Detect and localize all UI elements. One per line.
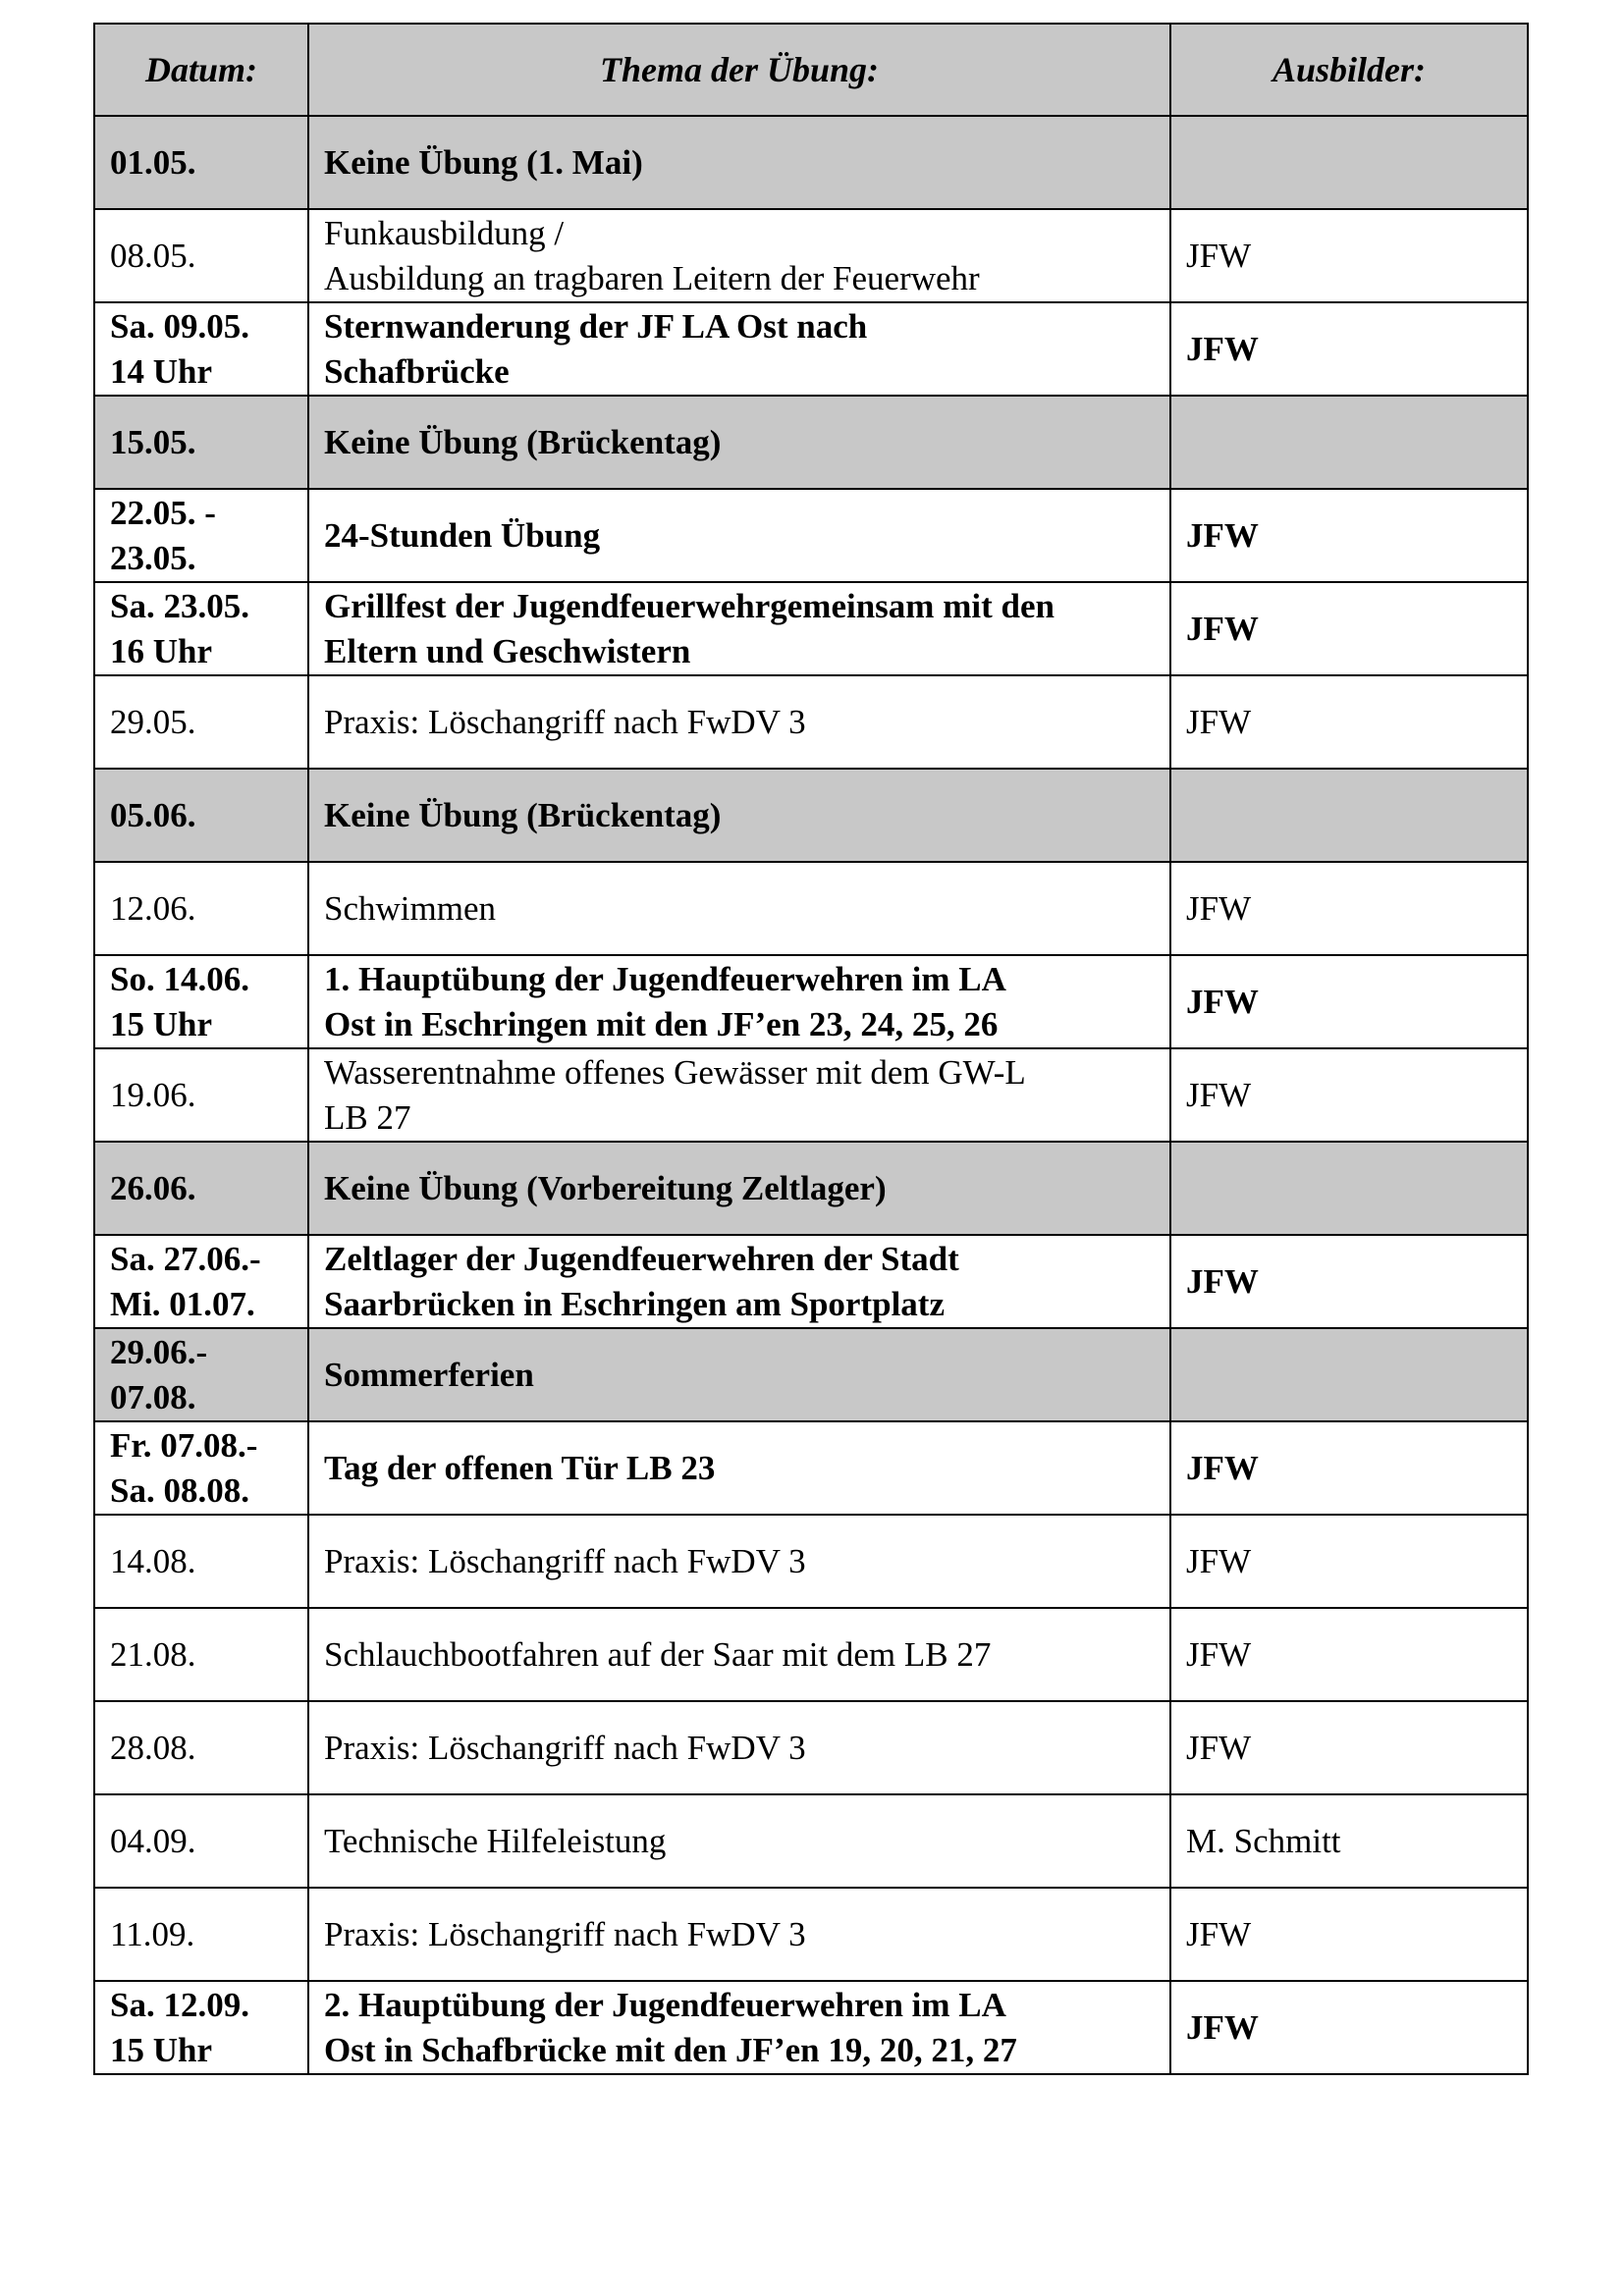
cell-topic: Keine Übung (Brückentag)	[308, 769, 1170, 862]
cell-date: Sa. 09.05. 14 Uhr	[94, 302, 308, 396]
cell-instructor: JFW	[1170, 209, 1528, 302]
cell-date: 29.06.- 07.08.	[94, 1328, 308, 1421]
cell-date: Sa. 12.09. 15 Uhr	[94, 1981, 308, 2074]
cell-instructor: JFW	[1170, 1048, 1528, 1142]
table-row	[94, 396, 1528, 489]
cell-topic: Keine Übung (Brückentag)	[308, 396, 1170, 489]
cell-topic: 24-Stunden Übung	[308, 489, 1170, 582]
cell-instructor: JFW	[1170, 675, 1528, 769]
cell-instructor	[1170, 1142, 1528, 1235]
table-row	[94, 769, 1528, 862]
cell-topic: Sommerferien	[308, 1328, 1170, 1421]
table-row	[94, 1048, 1528, 1142]
cell-date: 21.08.	[94, 1608, 308, 1701]
cell-topic: Keine Übung (Vorbereitung Zeltlager)	[308, 1142, 1170, 1235]
cell-topic: Wasserentnahme offenes Gewässer mit dem GW-L LB 27	[308, 1048, 1170, 1142]
cell-instructor: JFW	[1170, 1981, 1528, 2074]
cell-date: 19.06.	[94, 1048, 308, 1142]
table-row	[94, 1421, 1528, 1515]
table-row	[94, 1608, 1528, 1701]
header-date: Datum:	[94, 24, 308, 116]
cell-date: Sa. 23.05. 16 Uhr	[94, 582, 308, 675]
cell-topic: Funkausbildung / Ausbildung an tragbaren Leitern der Feuerwehr	[308, 209, 1170, 302]
cell-instructor	[1170, 116, 1528, 209]
table-row	[94, 209, 1528, 302]
header-instructor: Ausbilder:	[1170, 24, 1528, 116]
cell-topic: Schwimmen	[308, 862, 1170, 955]
cell-topic: Praxis: Löschangriff nach FwDV 3	[308, 675, 1170, 769]
cell-date: 29.05.	[94, 675, 308, 769]
header-row	[94, 24, 1528, 116]
header-topic: Thema der Übung:	[308, 24, 1170, 116]
cell-date: 26.06.	[94, 1142, 308, 1235]
table-row	[94, 1515, 1528, 1608]
cell-topic: Praxis: Löschangriff nach FwDV 3	[308, 1701, 1170, 1794]
cell-date: 11.09.	[94, 1888, 308, 1981]
cell-topic: 2. Hauptübung der Jugendfeuerwehren im LA Ost in Schafbrücke mit den JF’en 19, 20, 21, 27	[308, 1981, 1170, 2074]
cell-date: 12.06.	[94, 862, 308, 955]
cell-topic: Praxis: Löschangriff nach FwDV 3	[308, 1515, 1170, 1608]
cell-date: 05.06.	[94, 769, 308, 862]
cell-date: 14.08.	[94, 1515, 308, 1608]
cell-instructor	[1170, 769, 1528, 862]
table-body	[94, 116, 1528, 2074]
cell-topic: Grillfest der Jugendfeuerwehrgemeinsam mit den Eltern und Geschwistern	[308, 582, 1170, 675]
cell-topic: 1. Hauptübung der Jugendfeuerwehren im LA Ost in Eschringen mit den JF’en 23, 24, 25, 26	[308, 955, 1170, 1048]
table-row	[94, 1981, 1528, 2074]
cell-instructor: JFW	[1170, 1888, 1528, 1981]
cell-date: 01.05.	[94, 116, 308, 209]
table-row	[94, 116, 1528, 209]
cell-instructor: JFW	[1170, 1235, 1528, 1328]
cell-date: 28.08.	[94, 1701, 308, 1794]
cell-date: 15.05.	[94, 396, 308, 489]
table-row	[94, 955, 1528, 1048]
cell-instructor: M. Schmitt	[1170, 1794, 1528, 1888]
cell-topic: Technische Hilfeleistung	[308, 1794, 1170, 1888]
cell-instructor: JFW	[1170, 582, 1528, 675]
table-header	[94, 24, 1528, 116]
training-schedule-table	[93, 23, 1529, 2075]
table-row	[94, 302, 1528, 396]
cell-topic: Schlauchbootfahren auf der Saar mit dem LB 27	[308, 1608, 1170, 1701]
cell-date: 22.05. - 23.05.	[94, 489, 308, 582]
cell-instructor: JFW	[1170, 955, 1528, 1048]
cell-instructor	[1170, 1328, 1528, 1421]
cell-topic: Tag der offenen Tür LB 23	[308, 1421, 1170, 1515]
table-row	[94, 1888, 1528, 1981]
cell-topic: Sternwanderung der JF LA Ost nach Schafbrücke	[308, 302, 1170, 396]
cell-topic: Zeltlager der Jugendfeuerwehren der Stadt Saarbrücken in Eschringen am Sportplatz	[308, 1235, 1170, 1328]
cell-instructor: JFW	[1170, 302, 1528, 396]
cell-date: Fr. 07.08.- Sa. 08.08.	[94, 1421, 308, 1515]
cell-instructor	[1170, 396, 1528, 489]
cell-date: So. 14.06. 15 Uhr	[94, 955, 308, 1048]
cell-instructor: JFW	[1170, 1421, 1528, 1515]
table-row	[94, 1235, 1528, 1328]
cell-topic: Keine Übung (1. Mai)	[308, 116, 1170, 209]
cell-instructor: JFW	[1170, 862, 1528, 955]
cell-instructor: JFW	[1170, 1701, 1528, 1794]
cell-instructor: JFW	[1170, 1515, 1528, 1608]
table-row	[94, 1142, 1528, 1235]
cell-instructor: JFW	[1170, 489, 1528, 582]
table-row	[94, 1701, 1528, 1794]
table-row	[94, 1794, 1528, 1888]
table-row	[94, 862, 1528, 955]
table-row	[94, 489, 1528, 582]
table-row	[94, 1328, 1528, 1421]
cell-date: Sa. 27.06.- Mi. 01.07.	[94, 1235, 308, 1328]
table-row	[94, 675, 1528, 769]
cell-date: 08.05.	[94, 209, 308, 302]
cell-instructor: JFW	[1170, 1608, 1528, 1701]
cell-topic: Praxis: Löschangriff nach FwDV 3	[308, 1888, 1170, 1981]
table-row	[94, 582, 1528, 675]
cell-date: 04.09.	[94, 1794, 308, 1888]
